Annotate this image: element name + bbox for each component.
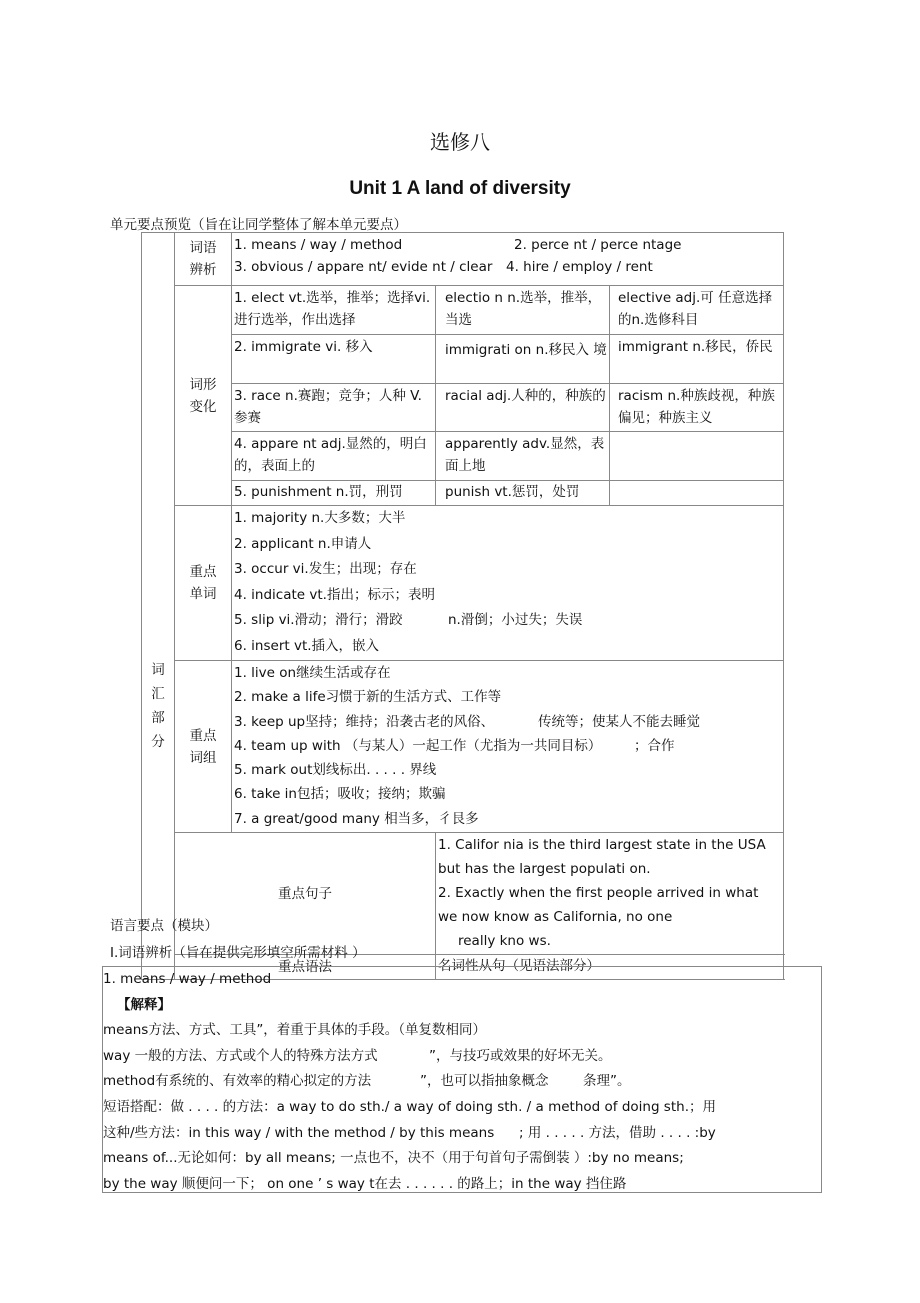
vocab-label-char: 分 <box>151 734 165 751</box>
explanation-line: method有系统的、有效率的精心拟定的方法 <box>103 1073 372 1090</box>
word-analysis-item: 2. perce nt / perce ntage <box>514 237 682 253</box>
word-form-cell: immigrant n.移民，侨民 <box>610 335 784 384</box>
preview-heading: 单元要点预览（旨在让同学整体了解本单元要点） <box>110 217 407 233</box>
vocab-label-char: 词 <box>151 662 165 679</box>
word-form-cell: electio n n.选举，推举，当选 <box>436 286 610 335</box>
word-analysis-item: 1. means / way / method <box>234 237 403 253</box>
key-sentences-cell <box>436 833 784 955</box>
vocab-label-char: 部 <box>151 710 165 727</box>
word-form-cell: 5. punishment n.罚，刑罚 <box>232 481 436 506</box>
key-phrases-label: 重点词组 <box>175 661 232 833</box>
explanation-line-extra: 条理”。 <box>583 1073 631 1090</box>
word-form-cell: 1. elect vt.选举，推举；选择vi.进行选举，作出选择 <box>232 286 436 335</box>
key-sentence: 2. Exactly when the first people arrived in what we now know as California, no one <box>438 885 759 926</box>
key-phrase-item-extra: 传统等；使某人不能去睡觉 <box>538 713 700 730</box>
language-points-heading: 语言要点（模块） <box>110 918 218 934</box>
word-form-cell: 2. immigrate vi. 移入 <box>232 335 436 384</box>
key-phrase-item: 5. mark out划线标出. . . . . 界线 <box>234 762 437 779</box>
key-sentence: 1. Califor nia is the third largest state in the USA but has the largest populati on. <box>438 837 766 878</box>
key-grammar-label: 重点语法 <box>175 955 436 980</box>
key-grammar-value: 名词性从句（见语法部分） <box>436 955 784 980</box>
key-phrase-item: 6. take in包括；吸收；接纳；欺骗 <box>234 786 446 803</box>
key-sentences-label: 重点句子 <box>175 833 436 955</box>
explanation-line-extra: ”，与技巧或效果的好坏无关。 <box>429 1047 612 1064</box>
explanation-line-extra: ”，也可以指抽象概念 <box>420 1073 549 1090</box>
key-phrase-item: 2. make a life习惯于新的生活方式、工作等 <box>234 689 502 706</box>
explanation-line: means of...无论如何：by all means; 一点也不，决不（用于句首句子需倒装 ）:by no means; <box>103 1150 684 1167</box>
key-words-cell <box>232 506 784 661</box>
word-form-cell: punish vt.惩罚，处罚 <box>436 481 610 506</box>
word-form-cell <box>610 432 784 481</box>
word-analysis-item: 4. hire / employ / rent <box>506 259 653 275</box>
word-form-cell: immigrati on n.移民入 境 <box>436 335 610 384</box>
key-word-item: 1. majority n.大多数；大半 <box>234 510 406 526</box>
key-word-item: 4. indicate vt.指出；标示；表明 <box>234 586 435 603</box>
word-analysis-cell <box>232 233 784 286</box>
key-word-item: 6. insert vt.插入，嵌入 <box>234 637 380 654</box>
key-sentence-continued: really kno ws. <box>458 933 551 950</box>
explanation-box <box>102 966 822 1193</box>
word-form-cell: apparently adv.显然，表面上地 <box>436 432 610 481</box>
word-form-cell: elective adj.可 任意选择的n.选修科目 <box>610 286 784 335</box>
word-forms-label: 词形变化 <box>175 286 232 506</box>
key-phrases-cell <box>232 661 784 833</box>
word-form-cell: 4. appare nt adj.显然的，明白的，表面上的 <box>232 432 436 481</box>
key-word-item: 2. applicant n.申请人 <box>234 535 372 552</box>
word-form-cell: 3. race n.赛跑；竞争；人种 V.参赛 <box>232 384 436 432</box>
unit-title: Unit 1 A land of diversity <box>349 178 571 199</box>
explanation-line: way 一般的方法、方式或个人的特殊方法方式 <box>103 1047 378 1064</box>
key-phrase-item: 3. keep up坚持；维持；沿袭古老的风俗、 <box>234 713 495 730</box>
explanation-line-extra: ; 用 . . . . . 方法，借助 . . . . :by <box>519 1124 716 1141</box>
word-analysis-item: 3. obvious / appare nt/ evide nt / clear <box>234 259 493 275</box>
vocab-section-label <box>142 233 175 980</box>
explanation-line: 1. means / way / method <box>103 971 272 987</box>
explanation-heading: 【解释】 <box>117 996 171 1013</box>
section-one-heading: I.词语辨析（旨在提供完形填空所需材料 ） <box>110 945 366 961</box>
explanation-line: 这种/些方法：in this way / with the method / by this means <box>103 1124 495 1141</box>
explanation-line: 短语搭配：做 . . . . 的方法：a way to do sth./ a way of doing sth. / a method of doing sth.；用 <box>103 1098 716 1115</box>
key-phrase-item: 4. team up with （与某人）一起工作（尤指为一共同目标） <box>234 737 602 754</box>
explanation-line: means方法、方式、工具”，着重于具体的手段。（单复数相同） <box>103 1022 487 1039</box>
vocab-label-char: 汇 <box>151 686 165 703</box>
word-form-cell: racism n.种族歧视，种族偏见；种族主义 <box>610 384 784 432</box>
key-word-item: 5. slip vi.滑动；滑行；滑跤 <box>234 612 403 628</box>
key-word-item: 3. occur vi.发生；出现；存在 <box>234 561 417 577</box>
key-phrase-item: 7. a great/good many 相当多，彳艮多 <box>234 810 479 827</box>
key-phrase-item: 1. live on继续生活或存在 <box>234 665 391 681</box>
word-form-cell: racial adj.人种的，种族的 <box>436 384 610 432</box>
key-word-item-extra: n.滑倒；小过失；失误 <box>448 612 583 628</box>
vocab-summary-table <box>141 232 784 980</box>
word-form-cell <box>610 481 784 506</box>
explanation-line: by the way 顺便问一下； on one ’ s way t在去 . . . . . . 的路上；in the way 挡住路 <box>103 1175 627 1192</box>
word-analysis-label: 词语辨析 <box>175 233 232 286</box>
key-words-label: 重点单词 <box>175 506 232 661</box>
key-phrase-item-extra: ；合作 <box>634 737 675 754</box>
page-title: 选修八 <box>430 130 490 154</box>
